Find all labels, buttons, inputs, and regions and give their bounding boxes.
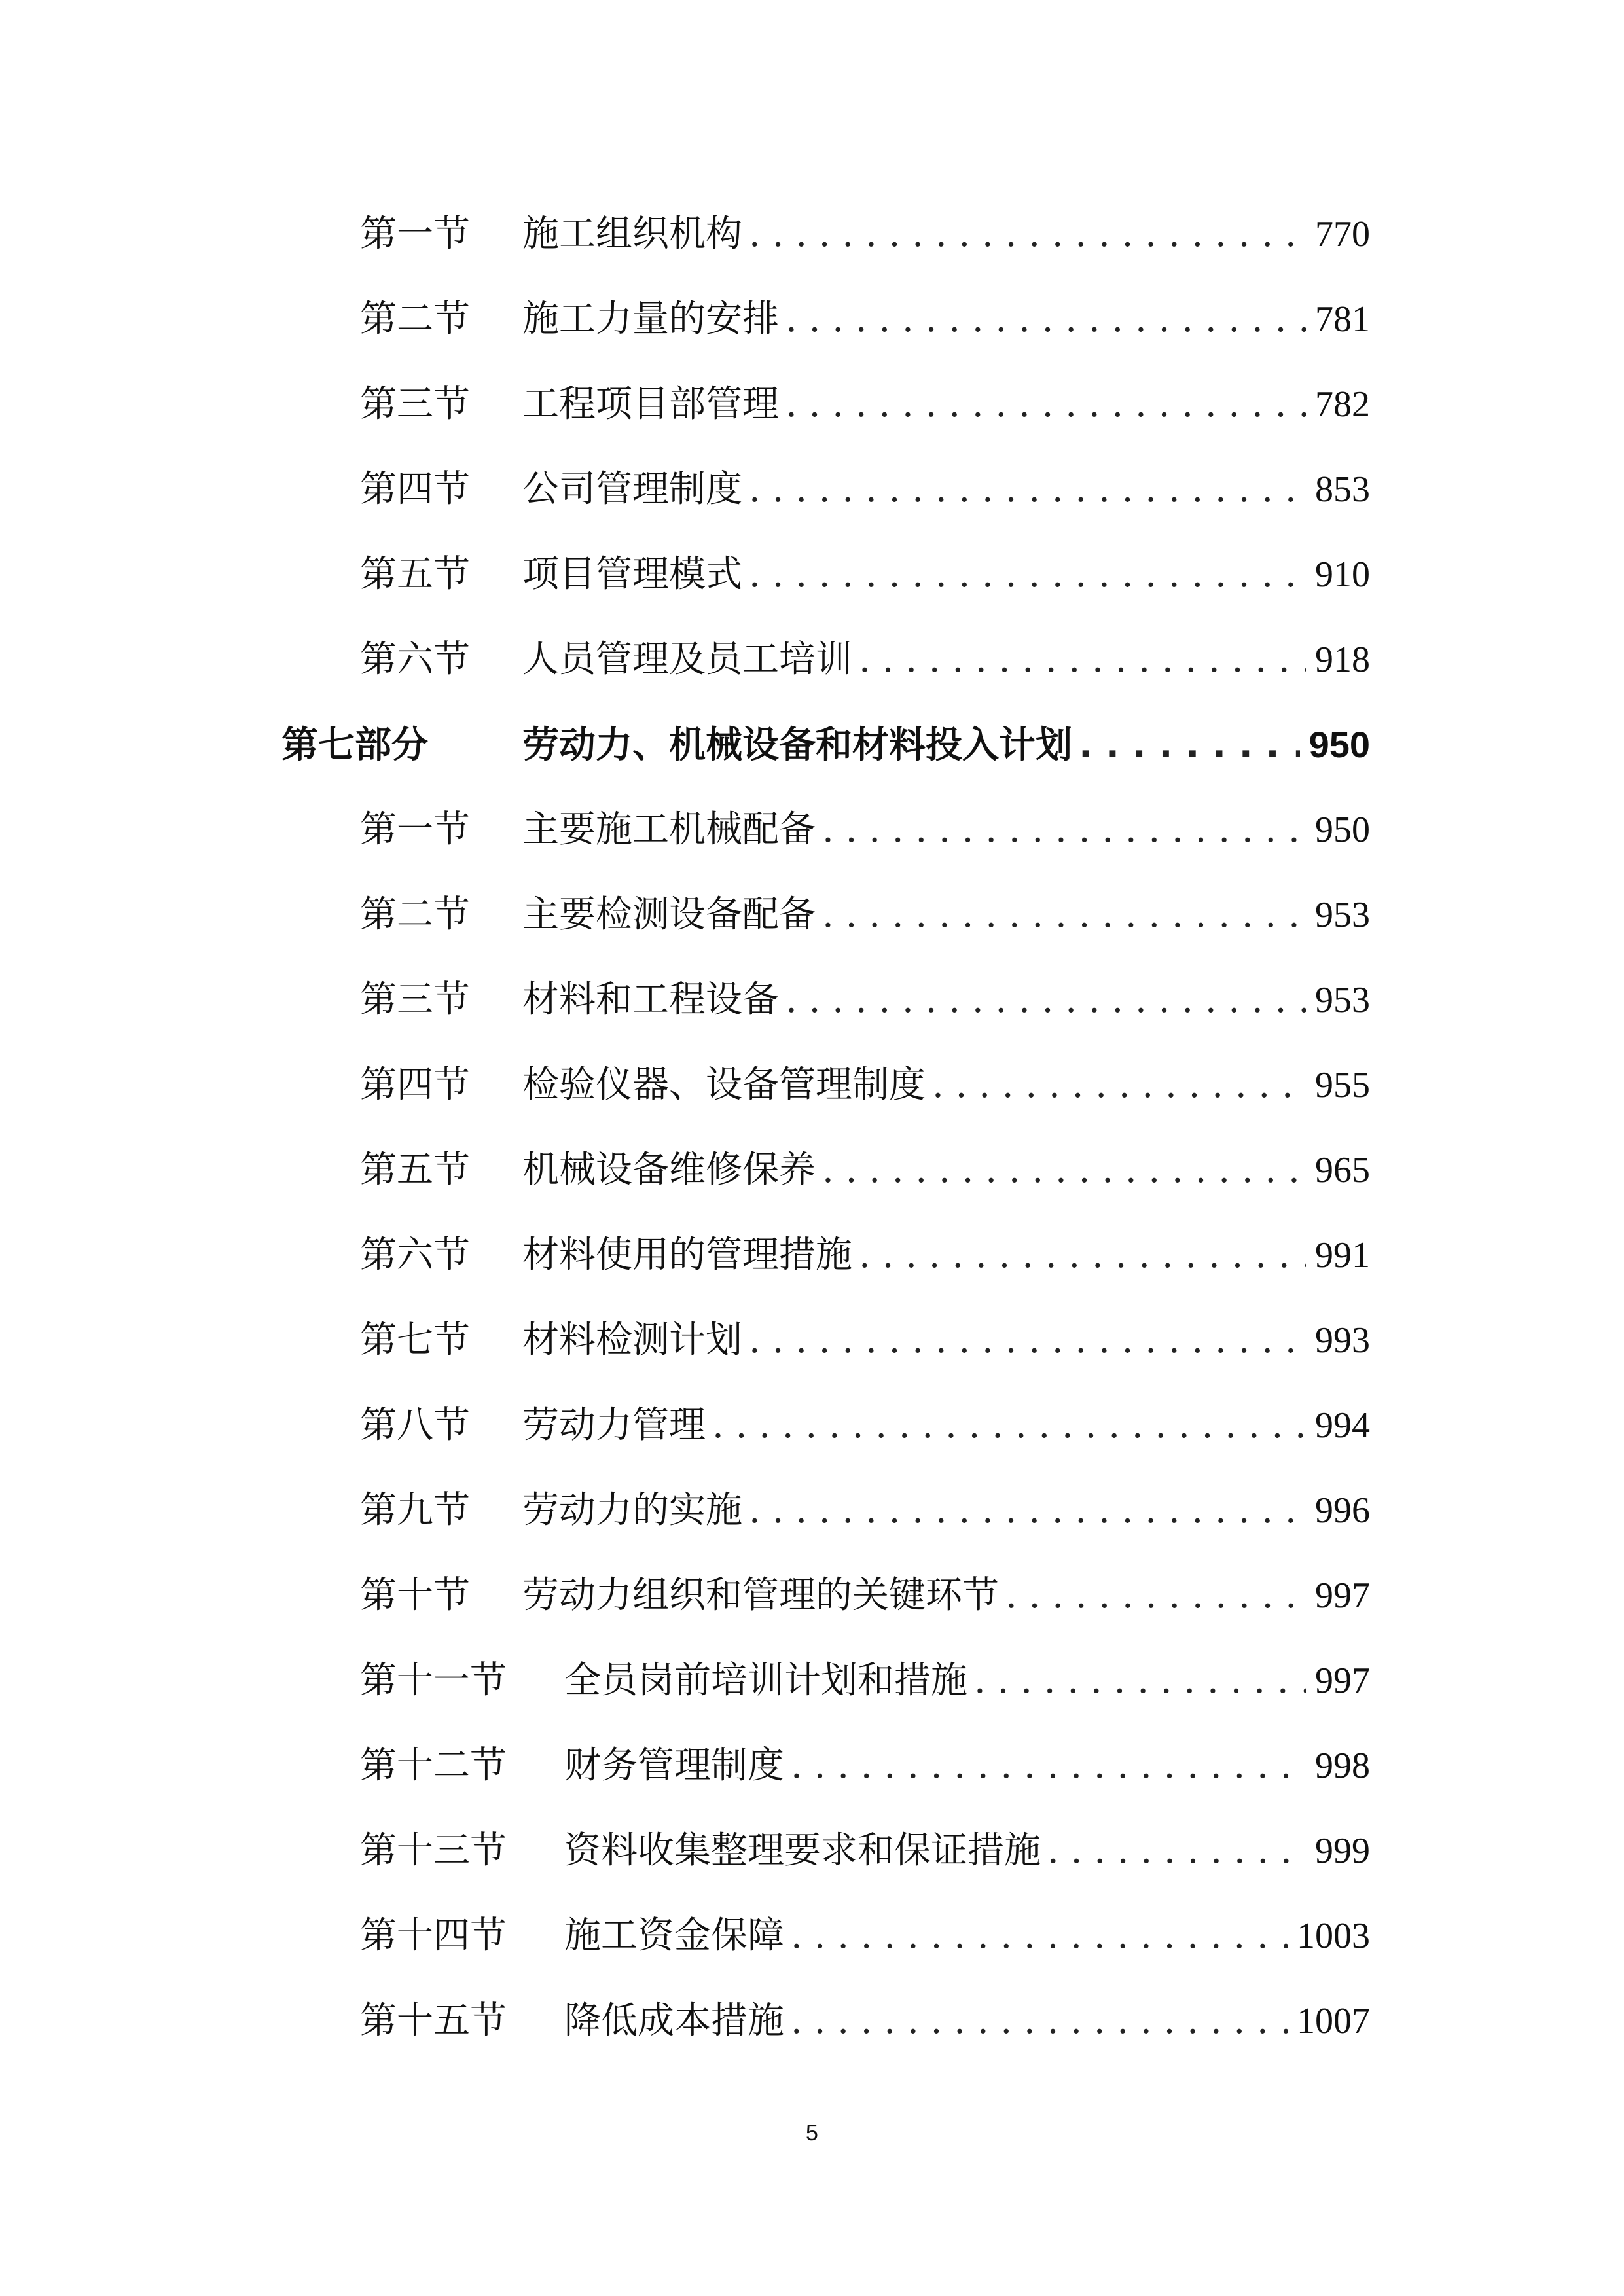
- toc-entry-label: 第十五节: [360, 2000, 507, 2042]
- toc-section-entry[interactable]: [360, 1059, 1370, 1111]
- toc-section-entry[interactable]: [360, 1655, 1370, 1707]
- toc-section-entry[interactable]: [360, 378, 1370, 431]
- toc-entry-label: 第五节: [360, 1149, 470, 1191]
- toc-entry-page-number: 953: [1315, 980, 1370, 1020]
- toc-section-entry[interactable]: [360, 1314, 1370, 1367]
- toc-dot-leader: [785, 293, 1306, 346]
- toc-section-entry[interactable]: [360, 1144, 1370, 1196]
- toc-section-entry[interactable]: [360, 1399, 1370, 1452]
- toc-entry-page-number: 950: [1308, 724, 1370, 765]
- toc-entry-page-number: 997: [1315, 1575, 1370, 1616]
- toc-section-entry[interactable]: [360, 1910, 1370, 1962]
- toc-dot-leader: [749, 1314, 1306, 1367]
- toc-dot-leader: [859, 1229, 1306, 1282]
- toc-part-entry[interactable]: [281, 719, 1370, 772]
- toc-entry-title: 资料收集整理要求和保证措施: [564, 1829, 1041, 1872]
- toc-dot-leader: [791, 1740, 1306, 1792]
- toc-section-entry[interactable]: [360, 463, 1370, 516]
- toc-dot-leader: [822, 804, 1306, 856]
- toc-entry-title: 财务管理制度: [564, 1744, 784, 1787]
- toc-entry-page-number: 994: [1315, 1405, 1370, 1446]
- toc-entry-page-number: 770: [1315, 214, 1370, 255]
- toc-section-entry[interactable]: [360, 1740, 1370, 1792]
- toc-entry-label: 第七节: [360, 1319, 470, 1361]
- toc-entry-page-number: 1003: [1297, 1916, 1370, 1956]
- toc-entry-label: 第八节: [360, 1404, 470, 1446]
- toc-entry-label: 第六节: [360, 638, 470, 681]
- toc-section-entry[interactable]: [360, 634, 1370, 686]
- toc-entry-page-number: 1007: [1297, 2001, 1370, 2041]
- toc-dot-leader: [791, 1910, 1288, 1962]
- toc-entry-title: 施工资金保障: [564, 1914, 784, 1957]
- toc-dot-leader: [785, 974, 1306, 1026]
- toc-entry-page-number: 918: [1315, 639, 1370, 680]
- toc-entry-title: 全员岗前培训计划和措施: [564, 1659, 967, 1702]
- toc-entry-label: 第十四节: [360, 1914, 507, 1957]
- toc-entry-page-number: 965: [1315, 1150, 1370, 1191]
- toc-entry-label: 第四节: [360, 1064, 470, 1106]
- toc-section-entry[interactable]: [360, 1229, 1370, 1282]
- toc-section-entry[interactable]: [360, 293, 1370, 346]
- toc-entry-label: 第一节: [360, 213, 470, 255]
- toc-entry-title: 材料使用的管理措施: [522, 1234, 852, 1276]
- toc-entry-label: 第五节: [360, 553, 470, 596]
- toc-dot-leader: [749, 548, 1306, 601]
- toc-section-entry[interactable]: [360, 1995, 1370, 2047]
- toc-dot-leader: [859, 634, 1306, 686]
- toc-entry-page-number: 996: [1315, 1490, 1370, 1531]
- toc-entry-title: 劳动力的实施: [522, 1489, 742, 1532]
- toc-entry-title: 材料和工程设备: [522, 978, 779, 1021]
- toc-entry-title: 降低成本措施: [564, 2000, 784, 2042]
- toc-entry-page-number: 910: [1315, 554, 1370, 595]
- toc-entry-label: 第十节: [360, 1574, 470, 1617]
- toc-entry-page-number: 997: [1315, 1660, 1370, 1701]
- toc-entry-page-number: 953: [1315, 895, 1370, 935]
- toc-entry-label: 第九节: [360, 1489, 470, 1532]
- toc-entry-title: 项目管理模式: [522, 553, 742, 596]
- toc-dot-leader: [785, 378, 1306, 431]
- toc-entry-page-number: 993: [1315, 1320, 1370, 1361]
- toc-entry-title: 主要施工机械配备: [522, 808, 816, 851]
- toc-entry-page-number: 955: [1315, 1065, 1370, 1105]
- toc-entry-title: 施工力量的安排: [522, 298, 779, 340]
- toc-dot-leader: [1047, 1825, 1306, 1877]
- toc-entry-title: 公司管理制度: [522, 468, 742, 511]
- toc-dot-leader: [712, 1399, 1306, 1452]
- toc-section-entry[interactable]: [360, 889, 1370, 941]
- toc-entry-label: 第四节: [360, 468, 470, 511]
- toc-dot-leader: [822, 1144, 1306, 1196]
- toc-entry-label: 第七部分: [281, 724, 428, 766]
- page-number: 5: [806, 2121, 818, 2145]
- toc-entry-title: 劳动力管理: [522, 1404, 706, 1446]
- toc-section-entry[interactable]: [360, 974, 1370, 1026]
- toc-dot-leader: [749, 1484, 1306, 1537]
- toc-entry-title: 检验仪器、设备管理制度: [522, 1064, 926, 1106]
- toc-entry-title: 材料检测计划: [522, 1319, 742, 1361]
- toc-dot-leader: [749, 463, 1306, 516]
- toc-entry-title: 工程项目部管理: [522, 383, 779, 425]
- toc-entry-page-number: 991: [1315, 1235, 1370, 1276]
- toc-dot-leader: [974, 1655, 1306, 1707]
- toc-entry-title: 劳动力、机械设备和材料投入计划: [522, 724, 1072, 766]
- toc-dot-leader: [749, 208, 1306, 260]
- toc-entry-page-number: 782: [1315, 384, 1370, 425]
- toc-dot-leader: [791, 1995, 1288, 2047]
- toc-section-entry[interactable]: [360, 1484, 1370, 1537]
- toc-entry-label: 第十三节: [360, 1829, 507, 1872]
- toc-entry-page-number: 853: [1315, 469, 1370, 510]
- toc-dot-leader: [822, 889, 1306, 941]
- toc-entry-label: 第三节: [360, 383, 470, 425]
- toc-entry-label: 第十一节: [360, 1659, 507, 1702]
- toc-entry-page-number: 781: [1315, 299, 1370, 340]
- toc-entry-page-number: 998: [1315, 1746, 1370, 1786]
- toc-entry-label: 第十二节: [360, 1744, 507, 1787]
- toc-entry-label: 第三节: [360, 978, 470, 1021]
- toc-section-entry[interactable]: [360, 1825, 1370, 1877]
- toc-entry-title: 施工组织机构: [522, 213, 742, 255]
- toc-section-entry[interactable]: [360, 1570, 1370, 1622]
- toc-section-entry[interactable]: [360, 548, 1370, 601]
- toc-entry-title: 劳动力组织和管理的关键环节: [522, 1574, 999, 1617]
- toc-entry-label: 第六节: [360, 1234, 470, 1276]
- toc-dot-leader: [932, 1059, 1306, 1111]
- toc-entry-label: 第二节: [360, 893, 470, 936]
- toc-dot-leader: [1079, 719, 1300, 772]
- toc-entry-label: 第一节: [360, 808, 470, 851]
- toc-section-entry[interactable]: [360, 804, 1370, 856]
- toc-entry-page-number: 999: [1315, 1831, 1370, 1871]
- toc-entry-title: 人员管理及员工培训: [522, 638, 852, 681]
- toc-entry-title: 机械设备维修保养: [522, 1149, 816, 1191]
- toc-section-entry[interactable]: [360, 208, 1370, 260]
- toc-entry-title: 主要检测设备配备: [522, 893, 816, 936]
- toc-entry-page-number: 950: [1315, 810, 1370, 850]
- toc-dot-leader: [1005, 1570, 1306, 1622]
- toc-entry-label: 第二节: [360, 298, 470, 340]
